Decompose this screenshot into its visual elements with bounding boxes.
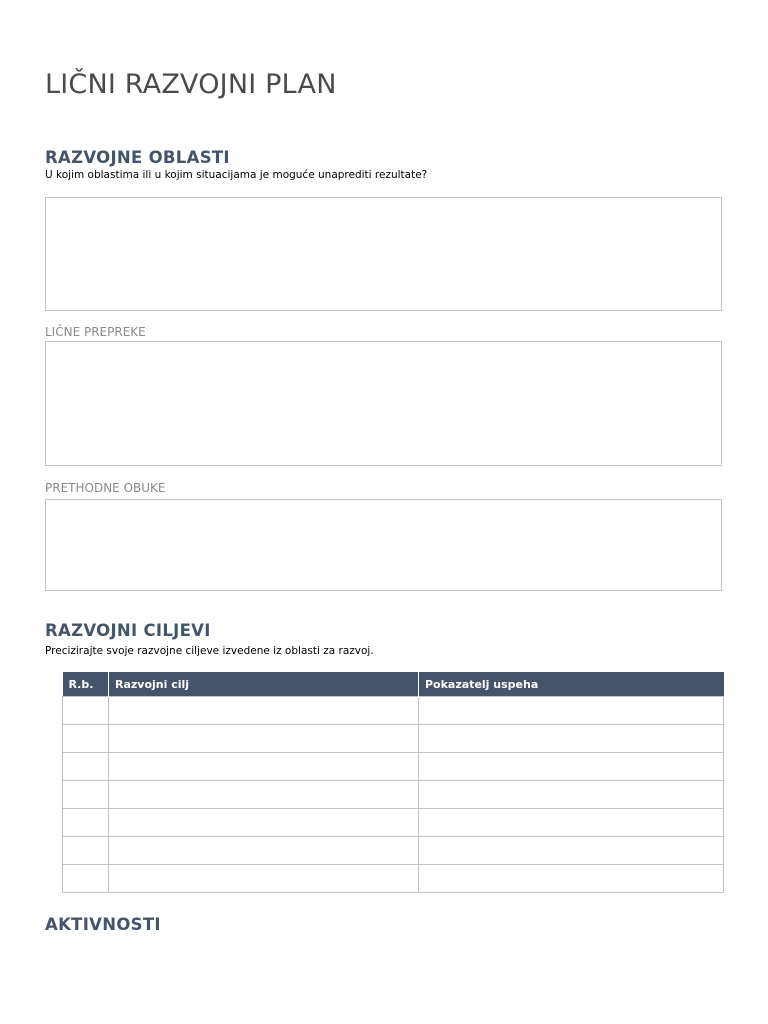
cell-number[interactable]: [63, 781, 109, 809]
column-header-goal: Razvojni cilj: [109, 672, 419, 697]
development-areas-description: U kojim oblastima ili u kojim situacijama je moguće unaprediti rezultate?: [45, 169, 428, 181]
cell-number[interactable]: [63, 725, 109, 753]
development-goals-table: [62, 672, 724, 893]
column-header-success-indicator: Pokazatelj uspeha: [419, 672, 724, 697]
cell-success-indicator[interactable]: [419, 753, 724, 781]
cell-number[interactable]: [63, 837, 109, 865]
table-row: [63, 781, 724, 809]
personal-obstacles-label: LIČNE PREPREKE: [45, 325, 146, 339]
cell-success-indicator[interactable]: [419, 809, 724, 837]
cell-goal[interactable]: [109, 753, 419, 781]
column-header-number: R.b.: [63, 672, 109, 697]
table-row: [63, 697, 724, 725]
table-row: [63, 809, 724, 837]
personal-obstacles-textbox[interactable]: [45, 341, 722, 466]
table-row: [63, 725, 724, 753]
activities-heading: AKTIVNOSTI: [45, 915, 161, 934]
table-row: [63, 753, 724, 781]
table-row: [63, 837, 724, 865]
cell-success-indicator[interactable]: [419, 697, 724, 725]
page-title: LIČNI RAZVOJNI PLAN: [45, 69, 337, 100]
cell-number[interactable]: [63, 809, 109, 837]
cell-goal[interactable]: [109, 837, 419, 865]
table-row: [63, 865, 724, 893]
cell-goal[interactable]: [109, 725, 419, 753]
cell-success-indicator[interactable]: [419, 781, 724, 809]
cell-success-indicator[interactable]: [419, 837, 724, 865]
previous-training-textbox[interactable]: [45, 499, 722, 591]
table-header-row: [63, 672, 724, 697]
previous-training-label: PRETHODNE OBUKE: [45, 481, 166, 495]
cell-success-indicator[interactable]: [419, 865, 724, 893]
cell-success-indicator[interactable]: [419, 725, 724, 753]
cell-number[interactable]: [63, 865, 109, 893]
cell-number[interactable]: [63, 697, 109, 725]
cell-goal[interactable]: [109, 697, 419, 725]
development-areas-textbox[interactable]: [45, 197, 722, 311]
cell-number[interactable]: [63, 753, 109, 781]
development-goals-heading: RAZVOJNI CILJEVI: [45, 621, 211, 640]
development-goals-description: Precizirajte svoje razvojne ciljeve izvedene iz oblasti za razvoj.: [45, 645, 374, 657]
cell-goal[interactable]: [109, 809, 419, 837]
development-areas-heading: RAZVOJNE OBLASTI: [45, 148, 230, 167]
cell-goal[interactable]: [109, 781, 419, 809]
cell-goal[interactable]: [109, 865, 419, 893]
